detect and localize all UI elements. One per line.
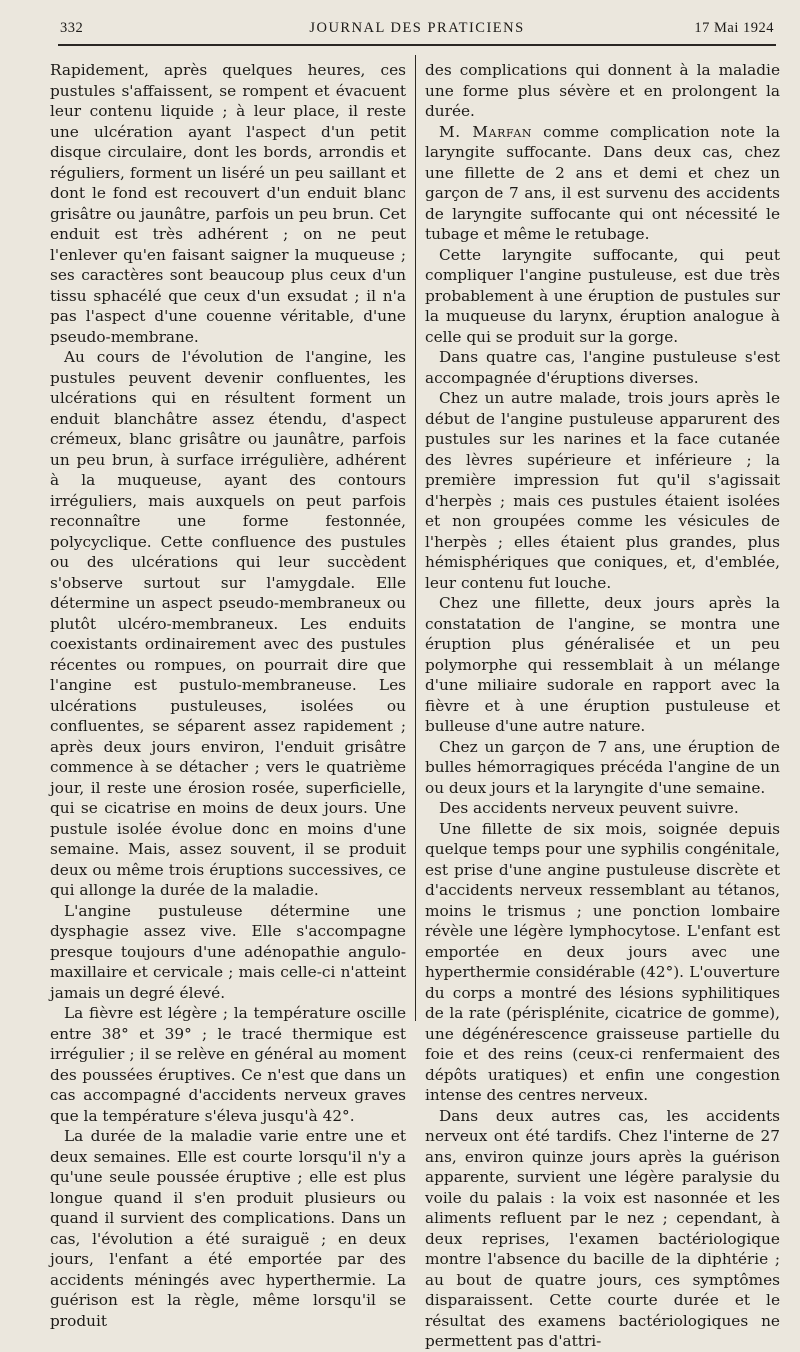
paragraph: Chez un autre malade, trois jours après le début de l'angine pustuleuse apparurent des pustules sur les narines et la face cutanée des lèvres supérieure et inférieure ; la première impression fut qu'il s'agissait d'herpès ; mais ces pustules étaient isolées et non groupées comme les vésicules de l'herpès ; elles étaient plus grandes, plus hémisphériques que coniques, et, d'emblée, leur contenu fut louche. (425, 389, 780, 592)
paragraph: La durée de la maladie varie entre une et deux semaines. Elle est courte lorsqu'il n'y a qu'une seule poussée éruptive ; elle est plus longue quand il s'en produit plusieurs ou quand il survient des complications. Dans un cas, l'évolution a été suraiguë ; en deux jours, l'enfant a été emportée par des accidents méningés avec hyperthermie. La guérison est la règle, même lorsqu'il se produit (50, 1127, 406, 1330)
paragraph: Une fillette de six mois, soignée depuis quelque temps pour une syphilis congénitale, est prise d'une angine pustuleuse discrète et d'accidents nerveux ressemblant au tétanos, moins le trismus ; une ponction lombaire révèle une légère lymphocytose. L'enfant est emportée en deux jours avec une hyperthermie considérable (42°). L'ouverture du corps a montré des lésions syphilitiques de la rate (périsplénite, cicatrice de gomme), une dégénérescence graisseuse partielle du foie et des reins (ceux-ci renfermaient des dépôts uratiques) et enfin une congestion intense des centres nerveux. (425, 819, 780, 1104)
paragraph: Cette laryngite suffocante, qui peut compliquer l'angine pustuleuse, est due très probablement à une éruption de pustules sur la muqueuse du larynx, éruption analogue à celle qui se produit sur la gorge. (425, 245, 780, 346)
paragraph: L'angine pustuleuse détermine une dysphagie assez vive. Elle s'accompagne presque toujours d'une adénopathie angulo-maxillaire et cervicale ; mais celle-ci n'atteint jamais un degré élevé. (50, 901, 406, 1002)
header-rule (58, 44, 776, 46)
paragraph (425, 122, 780, 245)
journal-title: JOURNAL DES PRATICIENS (309, 20, 525, 36)
right-column (425, 60, 780, 1352)
paragraph: Rapidement, après quelques heures, ces pustules s'affaissent, se rompent et évacuent leur contenu liquide ; à leur place, il reste une ulcération ayant l'aspect d'un petit disque circulaire, dont les bords, arrondis et réguliers, forment un liséré un peu saillant et dont le fond est recouvert d'un enduit blanc grisâtre ou jaunâtre, parfois un peu brun. Cet enduit est très adhérent ; on ne peut l'enlever qu'en faisant saigner la muqueuse ; ses caractères sont beaucoup plus ceux d'un tissu sphacélé que ceux d'un exsudat ; il n'a pas l'aspect d'une couenne véritable, d'une pseudo-membrane. (50, 61, 406, 346)
page-number: 332 (60, 20, 84, 36)
paragraph: Chez un garçon de 7 ans, une éruption de bulles hémorragiques précéda l'angine de un ou deux jours et la laryngite d'une semaine. (425, 737, 780, 797)
column-divider (415, 55, 417, 1021)
paragraph-body: comme complication note la laryngite suffocante. Dans deux cas, chez une fillette de 2 ans et demi et chez un garçon de 7 ans, il est survenu des accidents de laryngite suffocante qui ont nécessité le tubage et même le retubage. (425, 122, 780, 243)
left-column (50, 60, 406, 1331)
paragraph: des complications qui donnent à la maladie une forme plus sévère et en prolongent la durée. (425, 61, 780, 120)
paragraph: Dans deux autres cas, les accidents nerveux ont été tardifs. Chez l'interne de 27 ans, environ quinze jours après la guérison apparente, survient une légère paralysie du voile du palais : la voix est nasonnée et les aliments refluent par le nez ; cependant, à deux reprises, l'examen bactériologique montre l'absence du bacille de la diphtérie ; au bout de quatre jours, ces symptômes disparaissent. Cette courte durée et le résultat des examens bactériologiques ne permettent pas d'attri- (425, 1106, 780, 1350)
paragraph: Au cours de l'évolution de l'angine, les pustules peuvent devenir confluentes, les ulcérations qui en résultent forment un enduit blanchâtre assez étendu, d'aspect crémeux, blanc grisâtre ou jaunâtre, parfois un peu brun, à surface irrégulière, adhérent à la muqueuse, ayant des contours irréguliers, mais auxquels on peut parfois reconnaître une forme festonnée, polycyclique. Cette confluence des pustules ou des ulcérations qui leur succèdent s'observe surtout sur l'amygdale. Elle détermine un aspect pseudo-membraneux ou plutôt ulcéro-membraneux. Les enduits coexistants ordinairement avec des pustules récentes ou rompues, on pourrait dire que l'angine est pustulo-membraneuse. Les ulcérations pustuleuses, isolées ou confluentes, se séparent assez rapidement ; après deux jours environ, l'enduit grisâtre commence à se détacher ; vers le quatrième jour, il reste une érosion rosée, superficielle, qui se cicatrise en moins de deux jours. Une pustule isolée évolue donc en moins d'une semaine. Mais, assez souvent, il se produit deux ou même trois éruptions successives, ce qui allonge la durée de la maladie. (50, 348, 406, 899)
paragraph: Des accidents nerveux peuvent suivre. (439, 799, 739, 817)
paragraph: Dans quatre cas, l'angine pustuleuse s'est accompagnée d'éruptions diverses. (425, 348, 780, 387)
issue-date: 17 Mai 1924 (694, 20, 774, 36)
paragraph: Chez une fillette, deux jours après la constatation de l'angine, se montra une éruption plus généralisée et un peu polymorphe qui ressemblait à un mélange d'une miliaire sudorale en rapport avec la fièvre et à une éruption pustuleuse et bulleuse d'une autre nature. (425, 594, 780, 735)
page-header (60, 20, 774, 42)
author-name: M. Marfan (439, 122, 533, 141)
paragraph: La fièvre est légère ; la température oscille entre 38° et 39° ; le tracé thermique est irrégulier ; il se relève en général au moment des poussées éruptives. Ce n'est que dans un cas accompagné d'accidents nerveux graves que la température s'éleva jusqu'à 42°. (50, 1004, 406, 1125)
